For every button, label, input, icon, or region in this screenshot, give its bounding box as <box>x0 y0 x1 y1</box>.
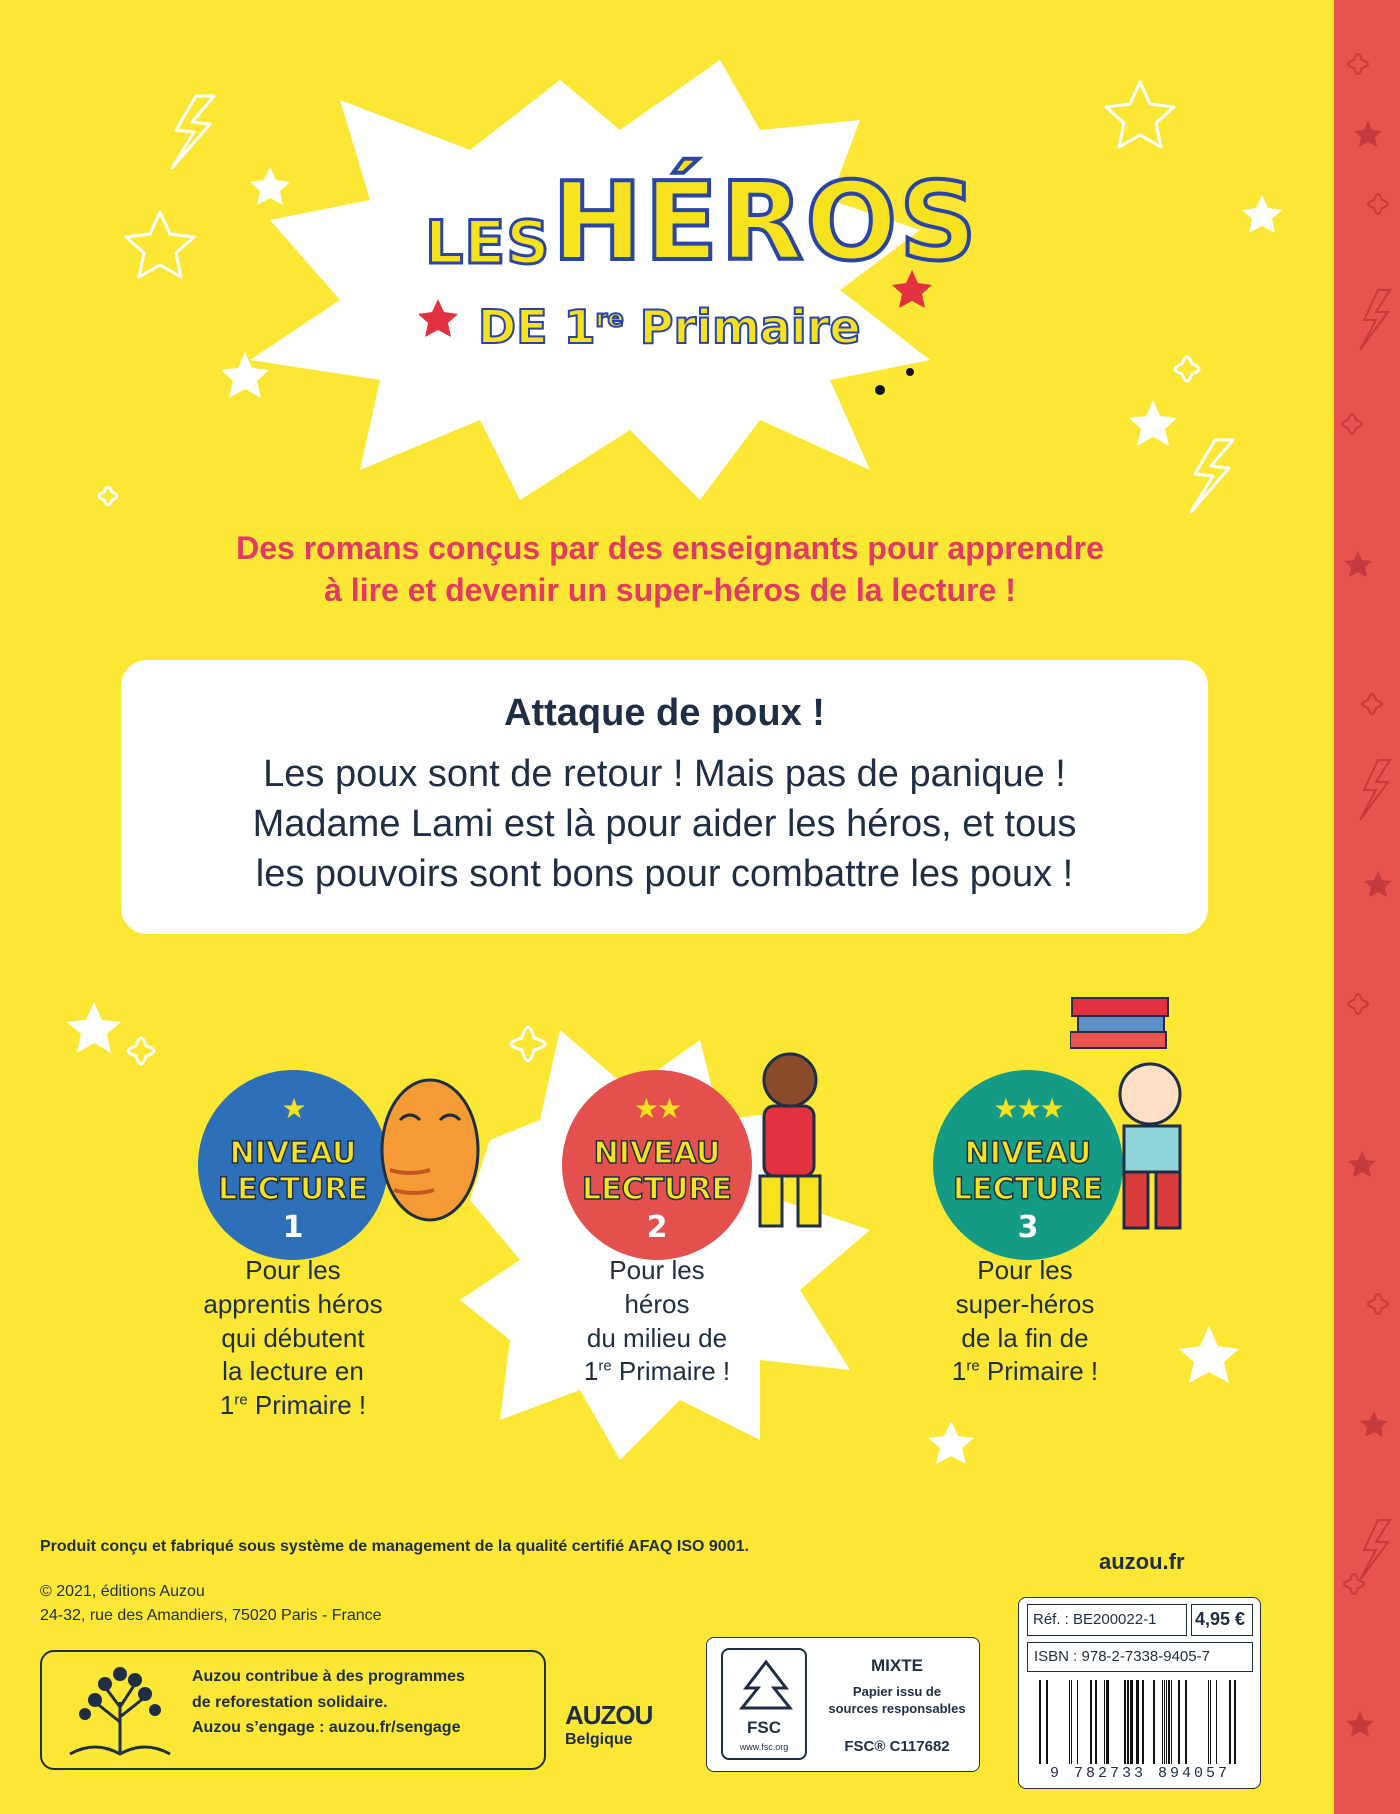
series-title-heros: HÉROS <box>552 160 979 285</box>
isbn: ISBN : 978-2-7338-9405-7 <box>1027 1642 1253 1672</box>
tagline: Des romans conçus par des enseignants pour apprendre à lire et devenir un super-héros de la lecture ! <box>236 530 1104 608</box>
website-link[interactable]: auzou.fr <box>1099 1549 1185 1574</box>
lightning-icon <box>1191 440 1233 512</box>
fsc-label: FSC www.fsc.org MIXTE Papier issu de sources responsables FSC® C117682 <box>706 1637 980 1772</box>
reforestation-box: Auzou contribue à des programmes de reforestation solidaire. Auzou s’engage : auzou.fr/sengage <box>40 1650 546 1770</box>
barcode-bar <box>1127 1680 1129 1764</box>
barcode-bar <box>1077 1680 1078 1764</box>
barcode-bar <box>1185 1680 1187 1764</box>
level-3-badge: ★★★ NIVEAU LECTURE 3 <box>933 1070 1123 1260</box>
level-3-description: Pour les super-héros de la fin de 1re Primaire ! <box>951 1255 1099 1387</box>
fsc-logo: FSC www.fsc.org <box>721 1648 807 1760</box>
barcode-bar <box>1153 1680 1155 1764</box>
quality-notice: Produit conçu et fabriqué sous système de management de la qualité certifié AFAQ ISO 9001. <box>40 1538 749 1555</box>
book-summary: Les poux sont de retour ! Mais pas de panique ! Madame Lami est là pour aider les héros, et tous les pouvoirs sont bons pour combattre les poux ! <box>252 753 1077 896</box>
barcode-bar <box>1208 1680 1209 1764</box>
girl-hero-illustration <box>740 1050 850 1240</box>
barcode-bar <box>1162 1680 1163 1764</box>
level-2-badge: ★★ NIVEAU LECTURE 2 <box>562 1070 752 1260</box>
level-stars-icon: ★ <box>281 1092 305 1125</box>
copyright: © 2021, éditions Auzou 24-32, rue des Amandiers, 75020 Paris - France <box>40 1583 382 1624</box>
barcode-bar <box>1069 1680 1070 1764</box>
star-outline-icon <box>126 212 194 277</box>
series-title-les: LES <box>425 208 551 278</box>
star-outline-icon <box>1106 82 1174 147</box>
barcode-bar <box>1071 1680 1072 1764</box>
barcode-bar <box>1106 1680 1109 1764</box>
level-stars-icon: ★★ <box>633 1092 681 1125</box>
barcode-bar <box>1166 1680 1167 1764</box>
barcode-bar <box>1210 1680 1211 1764</box>
barcode-bar <box>1090 1680 1092 1764</box>
barcode-bar <box>1168 1680 1170 1764</box>
isbn-price-box <box>1018 1597 1261 1789</box>
sparkle-icon <box>99 487 117 505</box>
reference-number: Réf. : BE200022-1 <box>1027 1604 1187 1636</box>
barcode-bar <box>1234 1680 1236 1764</box>
cat-illustration <box>360 1050 500 1230</box>
price: 4,95 € <box>1191 1604 1253 1636</box>
barcode-bar <box>1124 1680 1126 1764</box>
series-title-subtitle: DE 1re Primaire <box>478 300 861 354</box>
barcode-bar <box>1142 1680 1144 1764</box>
barcode-digits: 9 782733 894057 <box>1049 1765 1231 1782</box>
barcode-bar <box>1130 1680 1133 1764</box>
sparkle-icon <box>1175 357 1199 381</box>
barcode-bar <box>1216 1680 1217 1764</box>
barcode-bar <box>1046 1680 1048 1764</box>
barcode-bar <box>1171 1680 1172 1764</box>
barcode-bar <box>1164 1680 1165 1764</box>
boy-with-books-illustration <box>1070 994 1200 1234</box>
sparkle-icon <box>511 1027 545 1061</box>
book-title: Attaque de poux ! <box>504 692 825 734</box>
level-stars-icon: ★★★ <box>993 1092 1063 1125</box>
level-2-description: Pour les héros du milieu de 1re Primaire ! <box>583 1255 731 1387</box>
barcode-bar <box>1095 1680 1097 1764</box>
level-1-badge: ★ NIVEAU LECTURE 1 <box>198 1070 388 1260</box>
lightning-icon <box>172 96 214 168</box>
book-spine <box>1334 0 1400 1814</box>
barcode-bar <box>1229 1680 1231 1764</box>
barcode-bar <box>1178 1680 1180 1764</box>
barcode-bar <box>1104 1680 1105 1764</box>
tree-book-icon <box>60 1662 180 1762</box>
auzou-belgique-logo: AUZOU Belgique <box>565 1700 653 1748</box>
barcode-bar <box>1136 1680 1139 1764</box>
level-1-description: Pour les apprentis héros qui débutent la lecture en 1re Primaire ! <box>203 1255 383 1421</box>
summary-box <box>121 660 1208 934</box>
barcode-bar <box>1039 1680 1041 1764</box>
fsc-tree-icon <box>736 1658 796 1714</box>
barcode <box>1037 1680 1243 1764</box>
sparkle-icon <box>128 1038 154 1064</box>
